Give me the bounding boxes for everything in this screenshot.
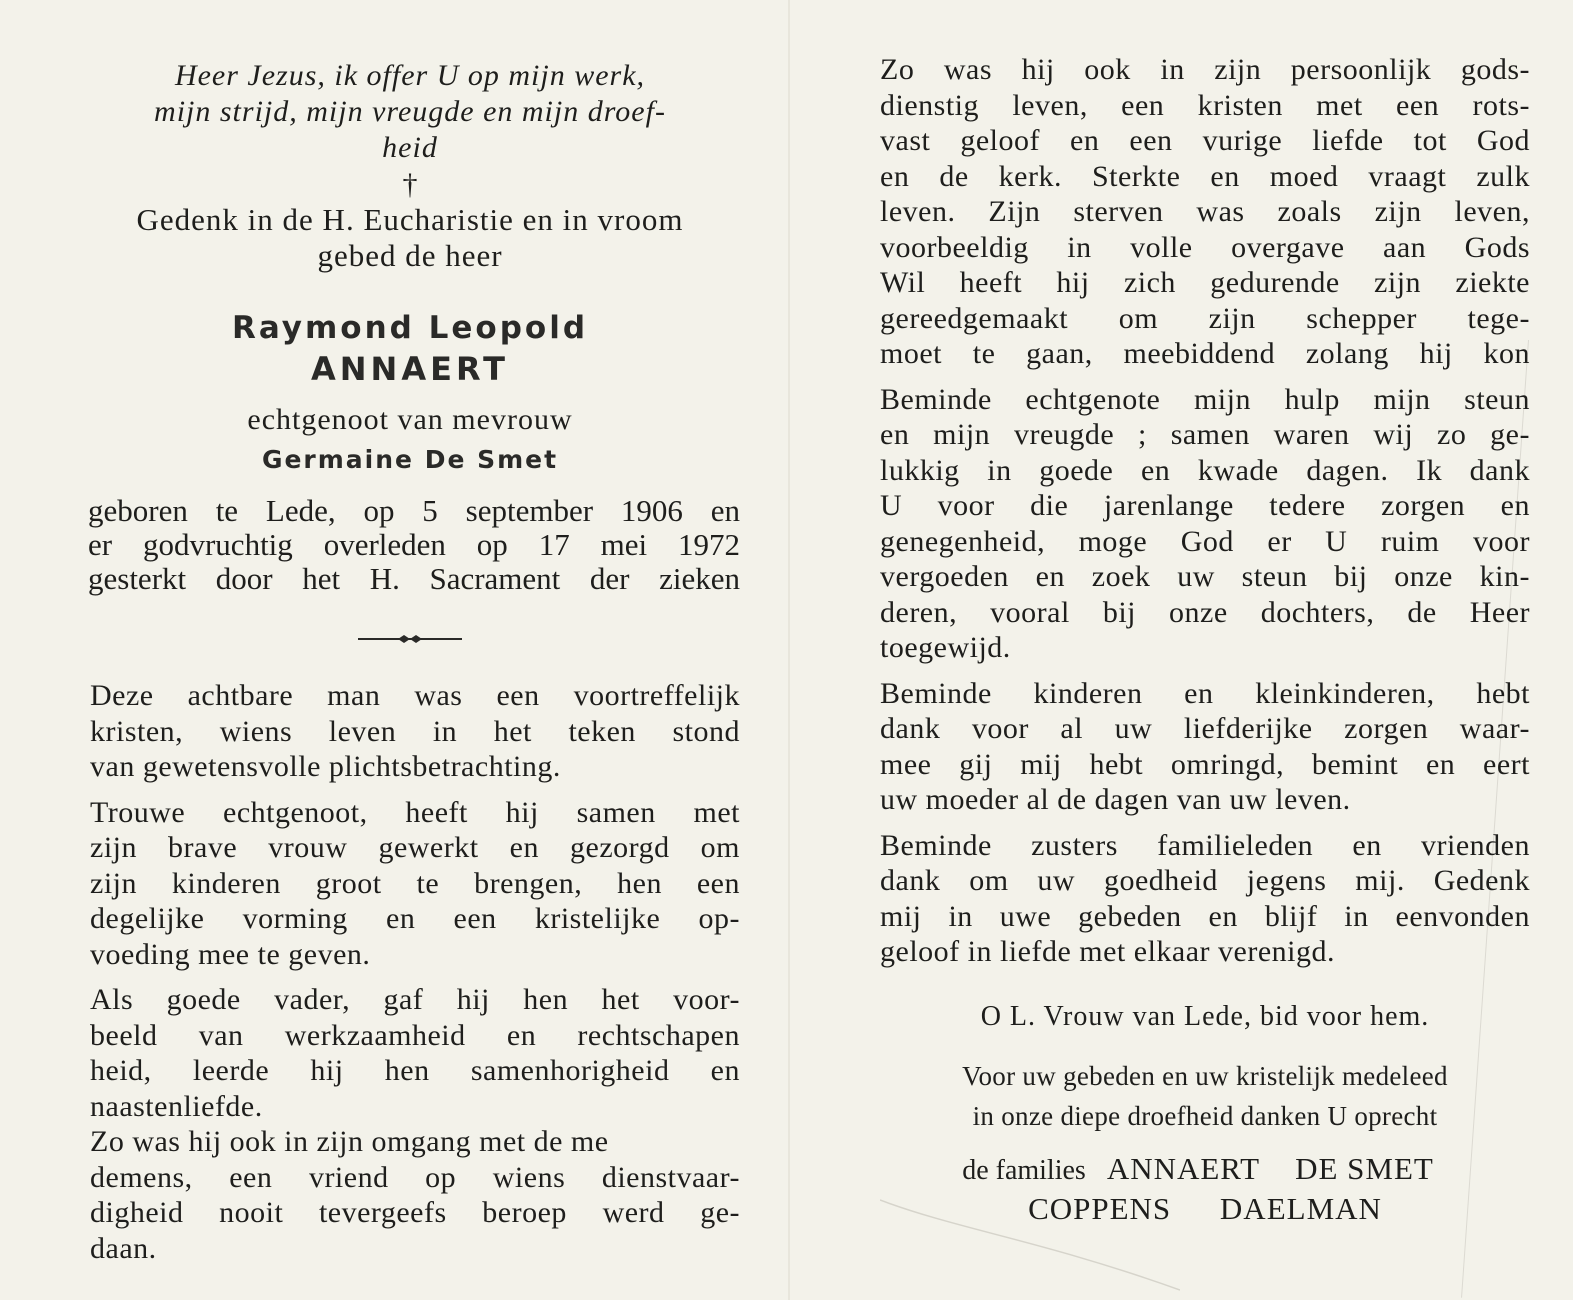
intro-line: gebed de heer [317, 238, 503, 273]
text-line: heid, leerde hij hen samenhorigheid en [90, 1054, 740, 1087]
text-line: degelijke vorming en een kristelijke op- [90, 902, 740, 935]
text-line: Zo was hij ook in zijn persoonlijk gods- [880, 53, 1530, 86]
text-line: daan. [90, 1231, 157, 1265]
family-name: COPPENS [1028, 1190, 1172, 1226]
text-line: mee gij mij hebt omringd, bemint en eert [880, 747, 1530, 781]
text-line: leven. Zijn sterven was zoals zijn leven, [880, 195, 1530, 228]
right-panel [880, 0, 1530, 1300]
paragraph [880, 382, 1530, 666]
deceased-first-names: Raymond Leopold [231, 310, 589, 346]
text-line: Beminde kinderen en kleinkinderen, hebt [880, 676, 1530, 710]
spouse-name: Germaine De Smet [261, 445, 559, 474]
text-line: en mijn vreugde ; samen waren wij zo ge- [880, 418, 1530, 451]
text-line: Wil heeft hij zich gedurende zijn ziekte [880, 266, 1530, 299]
deceased-surname: ANNAERT [311, 350, 509, 388]
text-line: vergoeden en zoek uw steun bij onze kin- [880, 560, 1530, 593]
eulogy-text [80, 678, 740, 1266]
text-line: gereedgemaakt om zijn schepper tege- [880, 301, 1530, 335]
text-line: moet te gaan, meebiddend zolang hij kon [880, 337, 1530, 370]
paragraph [80, 982, 740, 1266]
text-line: voorbeeldig in volle overgave aan Gods [880, 230, 1530, 264]
dates-line: gesterkt door het H. Sacrament der zieken [88, 561, 740, 596]
text-line: kristen, wiens leven in het teken stond [90, 714, 740, 748]
text-line: voeding mee te geven. [90, 937, 371, 971]
family-name: ANNAERT [1106, 1150, 1261, 1186]
text-line: dank voor al uw liefderijke zorgen waar- [880, 712, 1530, 745]
text-line: Beminde zusters familieleden en vrienden [880, 828, 1530, 862]
text-line: dank om uw goedheid jegens mij. Gedenk [880, 864, 1530, 897]
paragraph [880, 52, 1530, 372]
ornament-divider-icon [358, 632, 462, 646]
text-line: van gewetensvolle plichtsbetrachting. [90, 750, 561, 783]
text-line: dienstig leven, een kristen met een rots- [880, 88, 1530, 122]
paragraph [880, 828, 1530, 970]
opening-prayer [80, 58, 740, 166]
text-line: zijn kinderen groot te brengen, hen een [90, 866, 740, 900]
prayer-line: heid [382, 131, 438, 164]
prayer-line: mijn strijd, mijn vreugde en mijn droef- [154, 95, 666, 128]
cross-icon: † [402, 168, 418, 201]
families-line-2 [880, 1190, 1530, 1228]
text-line: naastenliefde. [90, 1089, 263, 1123]
text-line: en de kerk. Sterkte en moed vraagt zulk [880, 159, 1530, 193]
text-line: Zo was hij ook in zijn omgang met de me [90, 1125, 609, 1158]
text-line: genegenheid, moge God er U ruim voor [880, 524, 1530, 558]
paragraph [880, 676, 1530, 818]
paragraph [80, 795, 740, 973]
life-dates [80, 494, 740, 596]
text-line: toegewijd. [880, 631, 1011, 664]
families-prefix: de families [962, 1154, 1086, 1186]
text-line: lukkig in goede en kwade dagen. Ik dank [880, 453, 1530, 487]
farewell-text [880, 52, 1530, 970]
thanks-message [880, 1056, 1530, 1136]
family-name: DAELMAN [1219, 1190, 1382, 1226]
text-line: beeld van werkzaamheid en rechtschapen [90, 1018, 740, 1052]
text-line: demens, een vriend op wiens dienstvaar- [90, 1160, 740, 1194]
text-line: Deze achtbare man was een voortreffelijk [90, 679, 740, 712]
thanks-line: in onze diepe droefheid danken U oprecht [972, 1100, 1438, 1131]
left-panel [80, 0, 740, 1300]
text-line: deren, vooral bij onze dochters, de Heer [880, 595, 1530, 629]
spouse-label: echtgenoot van mevrouw [247, 403, 573, 436]
text-line: digheid nooit tevergeefs beroep werd ge- [90, 1196, 740, 1229]
prayer-line: Heer Jezus, ik offer U op mijn werk, [174, 59, 646, 92]
text-line: U voor die jarenlange tedere zorgen en [880, 489, 1530, 522]
text-line: mij in uwe gebeden en blijf in eenvonden [880, 899, 1530, 933]
text-line: Beminde echtgenote mijn hulp mijn steun [880, 382, 1530, 416]
text-line: Trouwe echtgenoot, heeft hij samen met [90, 795, 740, 829]
dates-line: geboren te Lede, op 5 september 1906 en [88, 493, 740, 528]
dates-line: er godvruchtig overleden op 17 mei 1972 [88, 527, 740, 562]
intro-line: Gedenk in de H. Eucharistie en in vroom [136, 202, 684, 237]
paragraph [80, 678, 740, 785]
text-line: vast geloof en een vurige liefde tot God [880, 124, 1530, 157]
text-line: geloof in liefde met elkaar verenigd. [880, 935, 1335, 968]
family-name: DE SMET [1295, 1150, 1434, 1186]
text-line: zijn brave vrouw gewerkt en gezorgd om [90, 831, 740, 864]
text-line: uw moeder al de dagen van uw leven. [880, 783, 1351, 816]
thanks-line: Voor uw gebeden en uw kristelijk medeleed [962, 1060, 1448, 1091]
remembrance-intro [80, 202, 740, 274]
card-fold-line [788, 0, 790, 1300]
families-line [880, 1150, 1530, 1190]
invocation: O L. Vrouw van Lede, bid voor hem. [980, 1000, 1430, 1032]
text-line: Als goede vader, gaf hij hen het voor- [90, 983, 740, 1016]
